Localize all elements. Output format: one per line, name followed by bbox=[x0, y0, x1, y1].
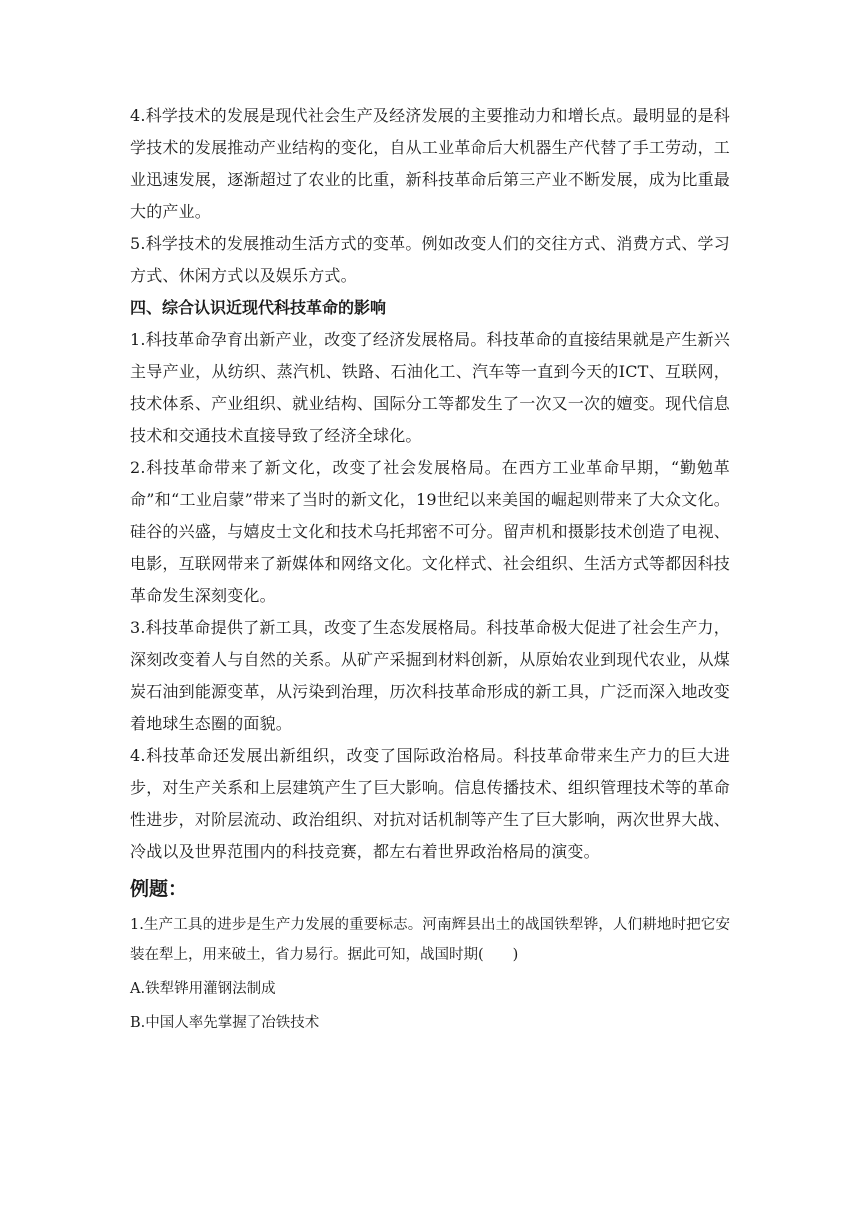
paragraph-science-5: 5.科学技术的发展推动生活方式的变革。例如改变人们的交往方式、消费方式、学习方式、休闲方式以及娱乐方式。 bbox=[130, 234, 730, 285]
paragraph-impact-1: 1.科技革命孕育出新产业，改变了经济发展格局。科技革命的直接结果就是产生新兴主导产业，从纺织、蒸汽机、铁路、石油化工、汽车等一直到今天的ICT、互联网，技术体系、产业组织、就业结构、国际分工等都发生了一次又一次的嬗变。现代信息技术和交通技术直接导致了经济全球化。 bbox=[130, 330, 730, 445]
section-heading: 四、综合认识近现代科技革命的影响 bbox=[130, 298, 387, 317]
paragraph-science-4: 4.科学技术的发展是现代社会生产及经济发展的主要推动力和增长点。最明显的是科学技术的发展推动产业结构的变化，自从工业革命后大机器生产代替了手工劳动，工业迅速发展，逐渐超过了农业的比重，新科技革命后第三产业不断发展，成为比重最大的产业。 bbox=[130, 106, 730, 221]
paragraph-impact-4: 4.科技革命还发展出新组织，改变了国际政治格局。科技革命带来生产力的巨大进步，对生产关系和上层建筑产生了巨大影响。信息传播技术、组织管理技术等的革命性进步，对阶层流动、政治组织、对抗对话机制等产生了巨大影响，两次世界大战、冷战以及世界范围内的科技竞赛，都左右着世界政治格局的演变。 bbox=[130, 746, 730, 861]
option-a: A.铁犁铧用灌钢法制成 bbox=[130, 981, 276, 997]
example-title: 例题： bbox=[130, 878, 188, 900]
option-b: B.中国人率先掌握了冶铁技术 bbox=[130, 1015, 320, 1031]
document-body bbox=[130, 100, 730, 1042]
question-stem: 1.生产工具的进步是生产力发展的重要标志。河南辉县出土的战国铁犁铧，人们耕地时把它安装在犁上，用来破土，省力易行。据此可知，战国时期( ) bbox=[130, 917, 730, 963]
paragraph-impact-2: 2.科技革命带来了新文化，改变了社会发展格局。在西方工业革命早期，“勤勉革命”和“工业启蒙”带来了当时的新文化，19世纪以来美国的崛起则带来了大众文化。硅谷的兴盛，与嬉皮士文化和技术乌托邦密不可分。留声机和摄影技术创造了电视、电影，互联网带来了新媒体和网络文化。文化样式、社会组织、生活方式等都因科技革命发生深刻变化。 bbox=[130, 458, 730, 605]
paragraph-impact-3: 3.科技革命提供了新工具，改变了生态发展格局。科技革命极大促进了社会生产力，深刻改变着人与自然的关系。从矿产采掘到材料创新，从原始农业到现代农业，从煤炭石油到能源变革，从污染到治理，历次科技革命形成的新工具，广泛而深入地改变着地球生态圈的面貌。 bbox=[130, 618, 730, 733]
